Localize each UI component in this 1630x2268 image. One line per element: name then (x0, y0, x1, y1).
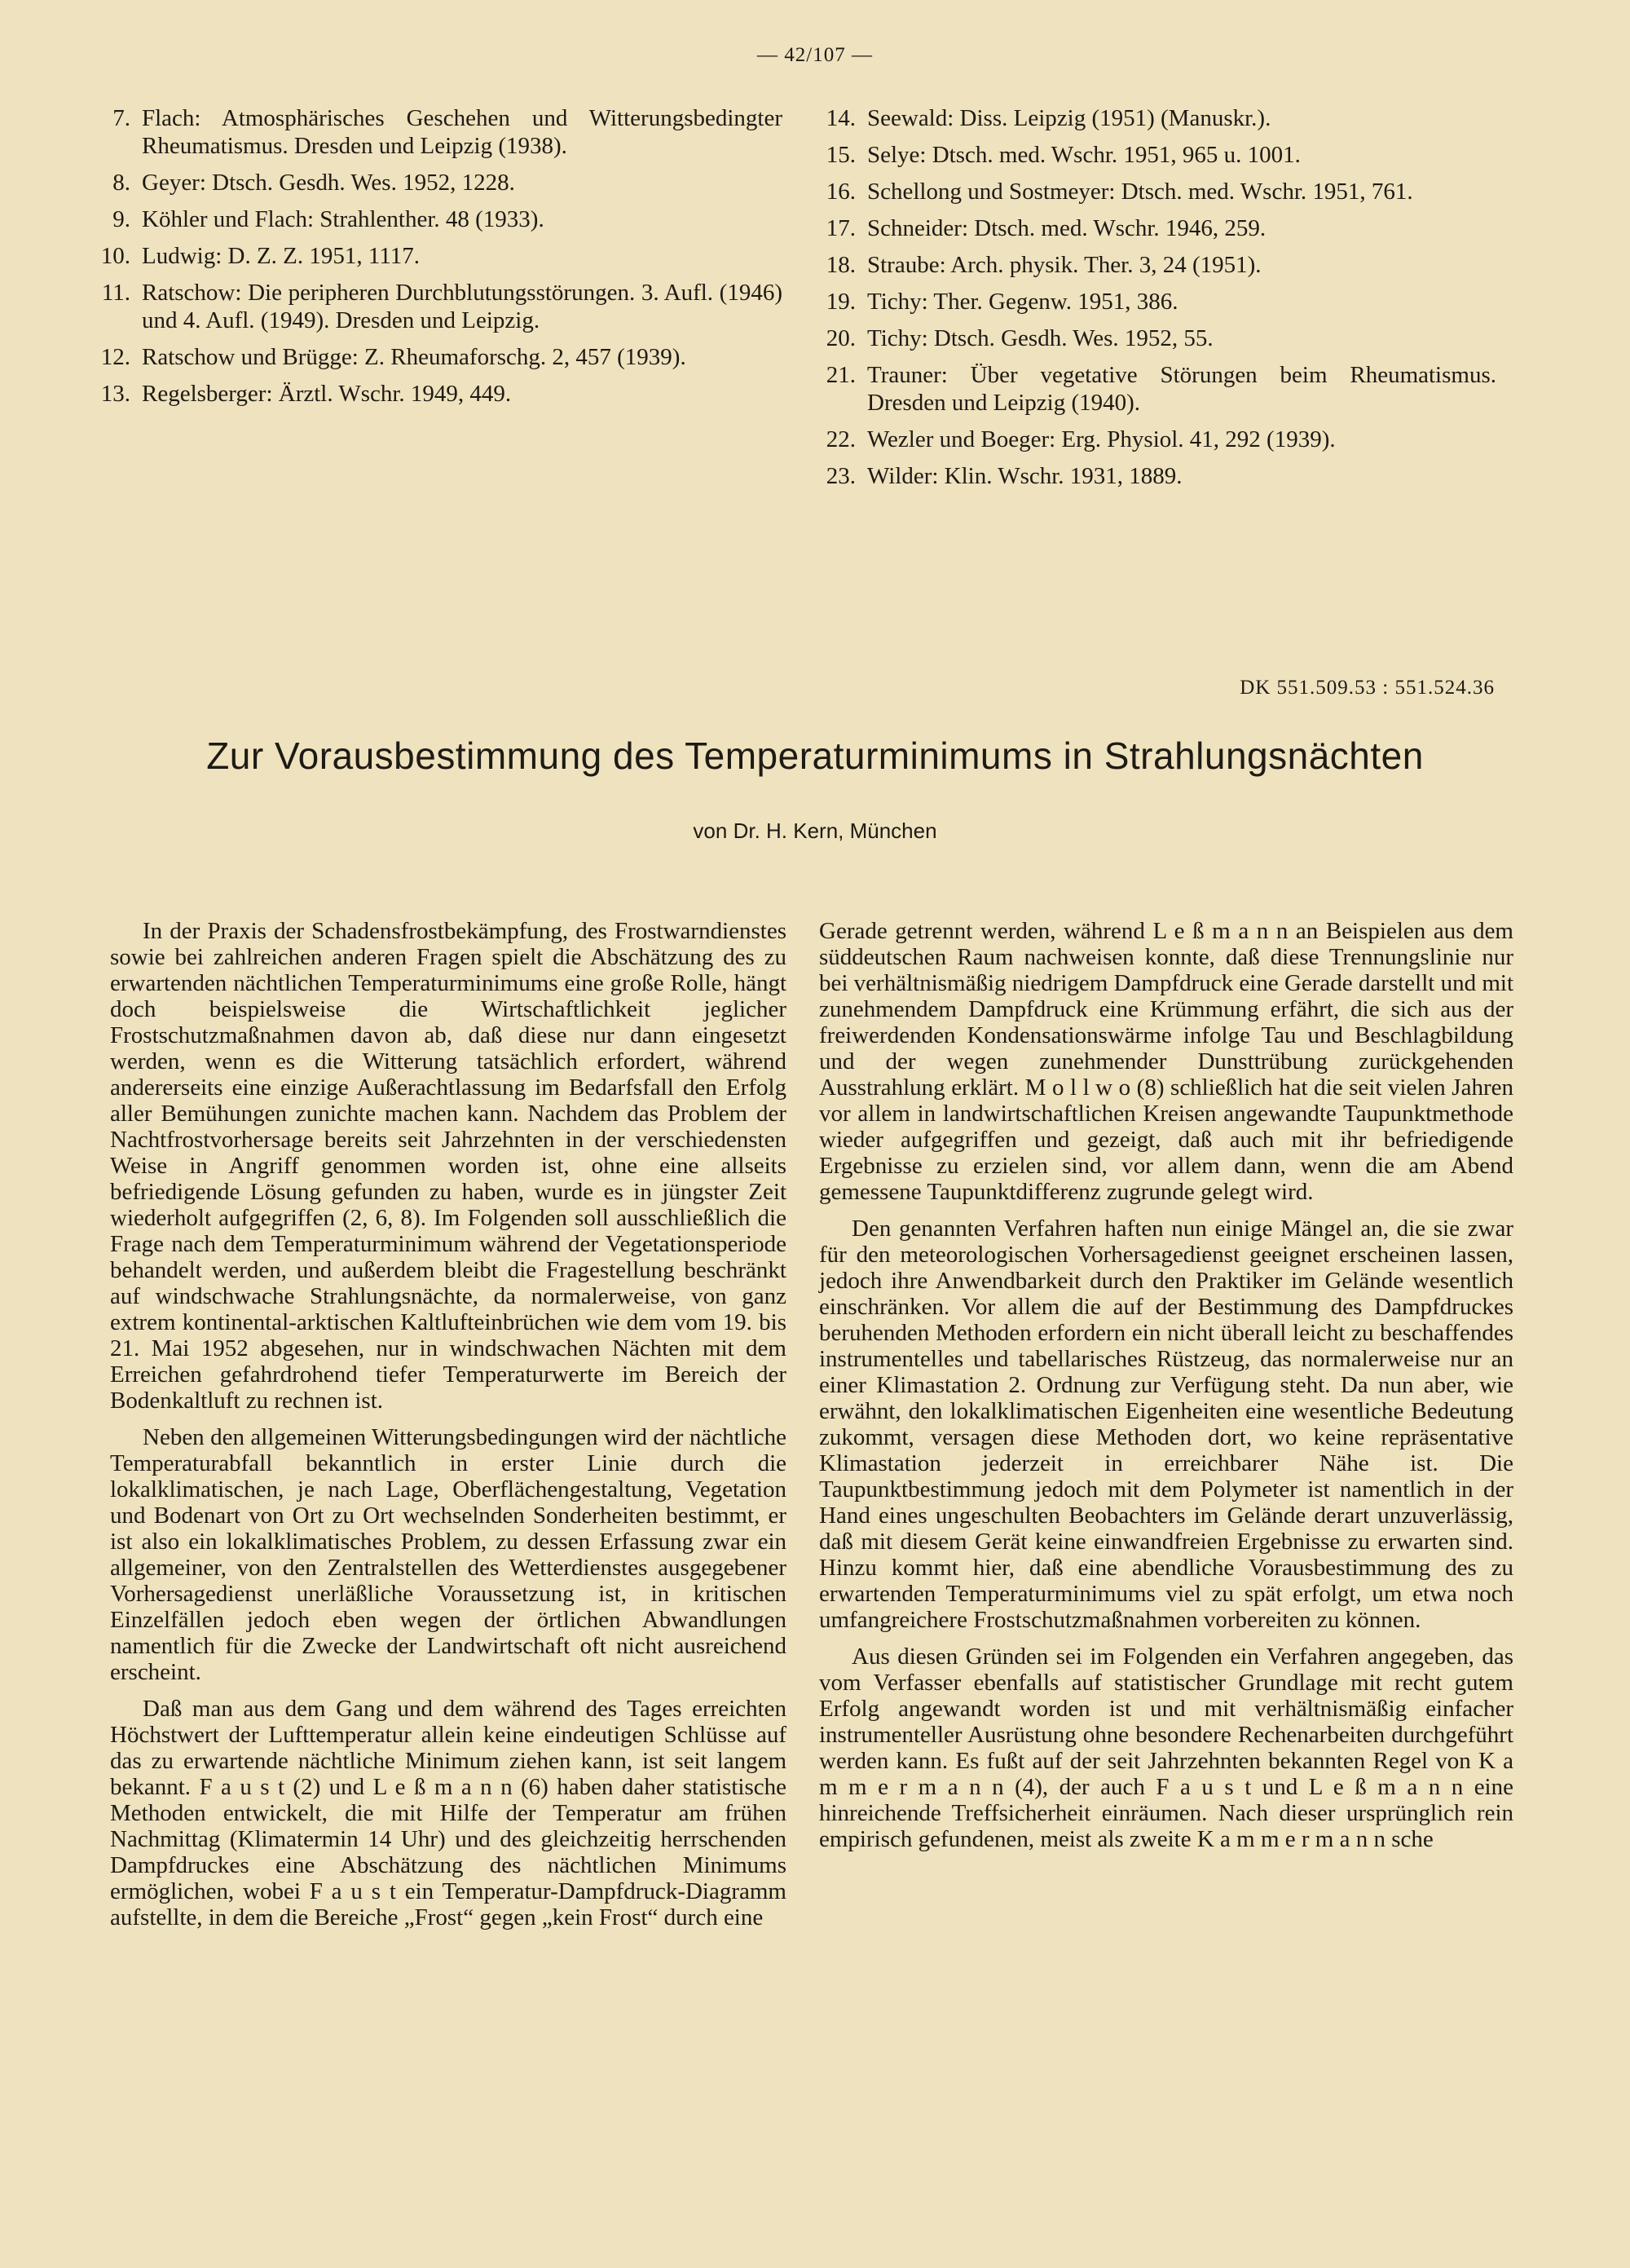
paragraph: Gerade getrennt werden, während L e ß m a n n an Beispielen aus dem süddeutschen Raum nachweisen konnte, daß diese Trennungslinie nur bei verhältnismäßig niedrigem Dampfdruck eine Gerade darstellt und mit zunehmendem Dampfdruck eine Krümmung erfährt, die sich aus der freiwerdenden Kondensationswärme infolge Tau und Beschlagbildung und der wegen zunehmender Dunsttrübung zurückgehenden Ausstrahlung erklärt. M o l l w o (8) schließlich hat die seit vielen Jahren vor allem in landwirtschaftlichen Kreisen angewandte Taupunktmethode wieder aufgegriffen und gezeigt, daß auch mit ihr befriedigende Ergebnisse zu erzielen sind, vor allem dann, wenn die am Abend gemessene Taupunktdifferenz zugrunde gelegt wird. (819, 918, 1514, 1205)
reference-item (88, 104, 782, 160)
reference-number: 22. (826, 426, 856, 452)
reference-item (813, 178, 1496, 205)
references-right (813, 104, 1496, 499)
reference-item (88, 169, 782, 196)
reference-number: 14. (826, 105, 856, 131)
reference-text: Ludwig: D. Z. Z. 1951, 1117. (142, 243, 420, 269)
reference-number: 11. (101, 280, 130, 306)
reference-text: Köhler und Flach: Strahlenther. 48 (1933). (142, 206, 544, 232)
reference-item (813, 214, 1496, 242)
reference-number: 23. (826, 463, 856, 489)
reference-number: 18. (826, 252, 856, 278)
reference-number: 15. (826, 142, 856, 168)
reference-item (813, 426, 1496, 453)
article-author: von Dr. H. Kern, München (693, 819, 937, 843)
reference-number: 16. (826, 179, 856, 205)
reference-text: Wilder: Klin. Wschr. 1931, 1889. (867, 463, 1183, 489)
paragraph: Neben den allgemeinen Witterungsbedingungen wird der nächtliche Temperaturabfall bekanntlich in erster Linie durch die lokalklimatischen, je nach Lage, Oberflächengestaltung, Vegetation und Bodenart von Ort zu Ort wechselnden Sonderheiten bestimmt, er ist also ein lokalklimatisches Problem, zu dessen Erfassung zwar ein allgemeiner, von den Zentralstellen des Wetterdienstes ausgegebener Vorhersagedienst unerläßliche Voraussetzung ist, in kritischen Einzelfällen jedoch eben wegen der örtlichen Abwandlungen namentlich für die Zwecke der Landwirtschaft oft nicht ausreichend erscheint. (110, 1424, 786, 1685)
reference-number: 7. (112, 105, 130, 131)
page-number: — 42/107 — (757, 44, 873, 66)
references-left (88, 104, 782, 417)
reference-item (813, 104, 1496, 132)
reference-text: Selye: Dtsch. med. Wschr. 1951, 965 u. 1001. (867, 142, 1301, 168)
reference-item (88, 380, 782, 408)
reference-number: 12. (100, 344, 130, 370)
reference-item (88, 205, 782, 233)
reference-text: Trauner: Über vegetative Störungen beim Rheumatismus. Dresden und Leipzig (1940). (867, 362, 1496, 416)
paragraph: Daß man aus dem Gang und dem während des Tages erreichten Höchstwert der Lufttemperatur allein keine eindeutigen Schlüsse auf das zu erwartende nächtliche Minimum ziehen kann, ist seit langem bekannt. F a u s t (2) und L e ß m a n n (6) haben daher statistische Methoden entwickelt, die mit Hilfe der Temperatur am frühen Nachmittag (Klimatermin 14 Uhr) und des gleichzeitig herrschenden Dampfdruckes eine Abschätzung des nächtlichen Minimums ermöglichen, wobei F a u s t ein Temperatur-Dampfdruck-Diagramm aufstellte, in dem die Bereiche „Frost“ gegen „kein Frost“ durch eine (110, 1696, 786, 1930)
paragraph: In der Praxis der Schadensfrostbekämpfung, des Frostwarndienstes sowie bei zahlreichen anderen Fragen spielt die Abschätzung des zu erwartenden nächtlichen Temperaturminimums eine große Rolle, hängt doch beispielsweise die Wirtschaftlichkeit jeglicher Frostschutzmaßnahmen davon ab, daß diese nur dann eingesetzt werden, wenn es die Witterung tatsächlich erfordert, während andererseits eine einzige Außerachtlassung im Bedarfsfall den Erfolg aller Bemühungen zunichte machen kann. Nachdem das Problem der Nachtfrostvorhersage bereits seit Jahrzehnten in der verschiedensten Weise in Angriff genommen worden ist, ohne eine allseits befriedigende Lösung gefunden zu haben, wurde es in jüngster Zeit wiederholt aufgegriffen (2, 6, 8). Im Folgenden soll ausschließlich die Frage nach dem Temperaturminimum während der Vegetationsperiode behandelt werden, und außerdem bleibt die Fragestellung beschränkt auf windschwache Strahlungsnächte, da normalerweise, von ganz extrem kontinental-arktischen Kaltlufteinbrüchen wie dem vom 19. bis 21. Mai 1952 abgesehen, nur in windschwachen Nächten mit dem Erreichen gefahrdrohend tiefer Temperaturwerte im Bereich der Bodenkaltluft zu rechnen ist. (110, 918, 786, 1414)
reference-item (88, 279, 782, 334)
reference-text: Schellong und Sostmeyer: Dtsch. med. Wschr. 1951, 761. (867, 179, 1413, 205)
reference-text: Tichy: Ther. Gegenw. 1951, 386. (867, 289, 1178, 315)
reference-item (813, 462, 1496, 490)
reference-number: 10. (100, 243, 130, 269)
reference-number: 17. (826, 215, 856, 241)
reference-text: Straube: Arch. physik. Ther. 3, 24 (1951). (867, 252, 1262, 278)
reference-text: Flach: Atmosphärisches Geschehen und Witterungsbedingter Rheumatismus. Dresden und Leipzig (1938). (142, 105, 782, 159)
dk-classification: DK 551.509.53 : 551.524.36 (1240, 677, 1495, 699)
reference-item (88, 242, 782, 270)
reference-text: Geyer: Dtsch. Gesdh. Wes. 1952, 1228. (142, 170, 515, 196)
reference-number: 9. (112, 206, 130, 232)
reference-text: Schneider: Dtsch. med. Wschr. 1946, 259. (867, 215, 1267, 241)
reference-number: 13. (100, 381, 130, 407)
reference-text: Tichy: Dtsch. Gesdh. Wes. 1952, 55. (867, 325, 1214, 351)
reference-item (813, 288, 1496, 315)
body-column-right (819, 918, 1513, 1863)
reference-number: 21. (826, 362, 856, 388)
reference-number: 19. (826, 289, 856, 315)
paragraph: Aus diesen Gründen sei im Folgenden ein Verfahren angegeben, das vom Verfasser ebenfalls auf statistischer Grundlage mit recht gutem Erfolg angewandt worden ist und mit verhältnismäßig einfacher instrumenteller Ausrüstung ohne besondere Rechenarbeiten durchgeführt werden kann. Es fußt auf der seit Jahrzehnten bekannten Regel von K a m m e r m a n n (4), der auch F a u s t und L e ß m a n n eine hinreichende Treffsicherheit einräumen. Nach dieser ursprünglich rein empirisch gefundenen, meist als zweite K a m m e r m a n n sche (819, 1644, 1513, 1852)
body-column-left (110, 918, 786, 1941)
reference-item (813, 141, 1496, 169)
reference-number: 20. (826, 325, 856, 351)
reference-number: 8. (112, 170, 130, 196)
paragraph: Den genannten Verfahren haften nun einige Mängel an, die sie zwar für den meteorologischen Vorhersagedienst geeignet erscheinen lassen, jedoch ihre Anwendbarkeit durch den Praktiker im Gelände wesentlich einschränken. Vor allem die auf der Bestimmung des Dampfdruckes beruhenden Methoden erfordern ein nicht überall leicht zu beschaffendes instrumentelles und tabellarisches Rüstzeug, das normalerweise nur an einer Klimastation 2. Ordnung zur Verfügung steht. Da nun aber, wie erwähnt, den lokalklimatischen Eigenheiten eine wesentliche Bedeutung zukommt, versagen diese Methoden dort, wo keine repräsentative Klimastation jederzeit in erreichbarer Nähe ist. Die Taupunktbestimmung jedoch mit dem Polymeter ist namentlich in der Hand eines ungeschulten Beobachters im Gelände derart unzuverlässig, daß mit diesem Gerät keine einwandfreien Ergebnisse zu erwarten sind. Hinzu kommt hier, daß eine abendliche Vorausbestimmung des zu erwartenden Temperaturminimums viel zu spät erfolgt, um etwa noch umfangreichere Frostschutzmaßnahmen vorbereiten zu können. (819, 1216, 1513, 1633)
reference-text: Seewald: Diss. Leipzig (1951) (Manuskr.). (867, 105, 1271, 131)
reference-item (813, 361, 1496, 417)
article-title: Zur Vorausbestimmung des Temperaturminimums in Strahlungsnächten (206, 735, 1424, 777)
reference-text: Wezler und Boeger: Erg. Physiol. 41, 292 (1939). (867, 426, 1336, 452)
reference-text: Ratschow: Die peripheren Durchblutungsstörungen. 3. Aufl. (1946) und 4. Aufl. (1949). Dresden und Leipzig. (142, 280, 782, 333)
reference-text: Ratschow und Brügge: Z. Rheumaforschg. 2, 457 (1939). (142, 344, 686, 370)
reference-item (813, 324, 1496, 352)
reference-item (813, 251, 1496, 279)
reference-item (88, 343, 782, 371)
reference-text: Regelsberger: Ärztl. Wschr. 1949, 449. (142, 381, 512, 407)
